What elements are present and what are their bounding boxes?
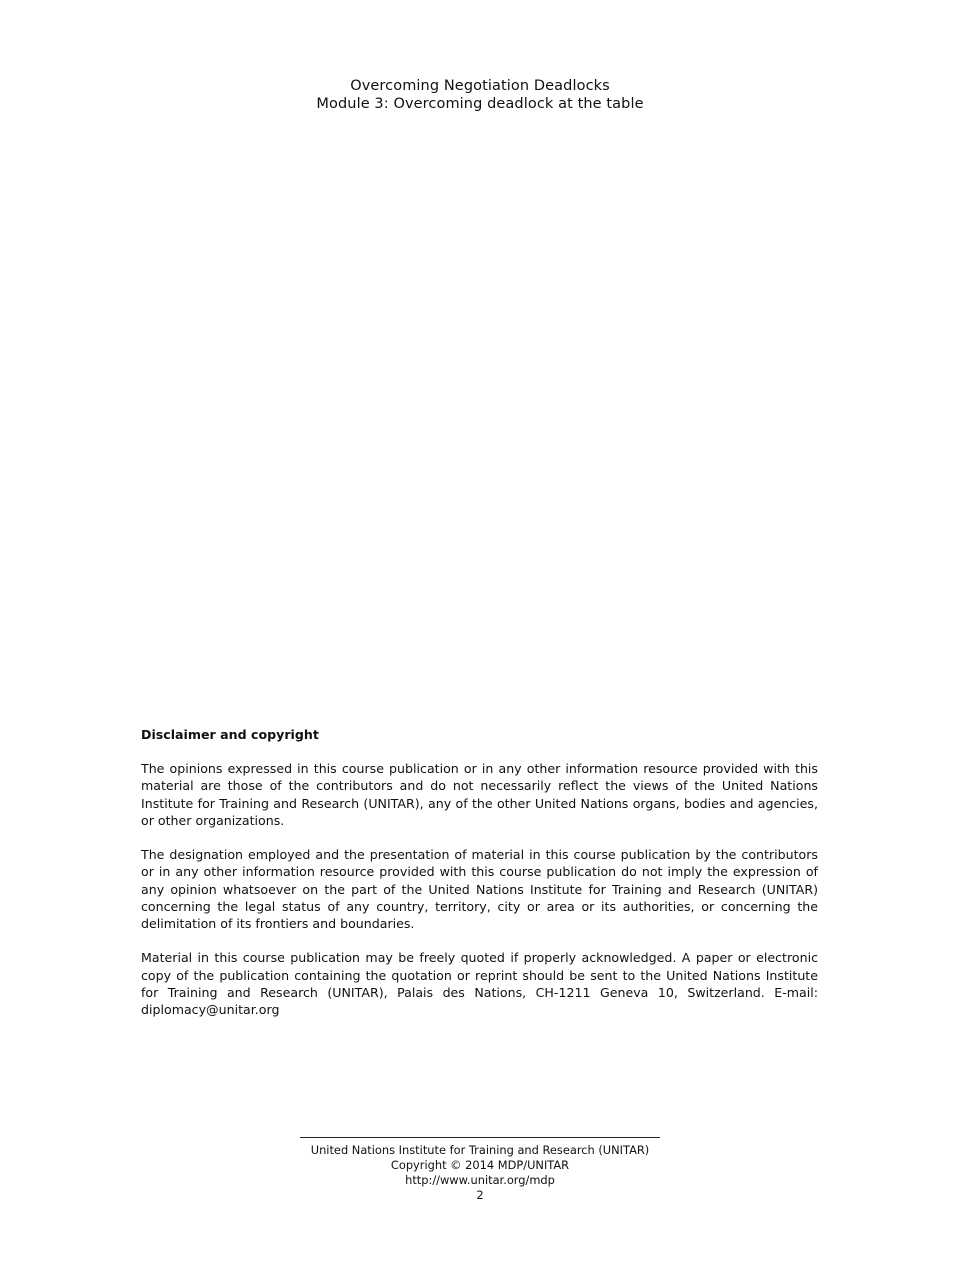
disclaimer-paragraph-opinions: The opinions expressed in this course publication or in any other information resource provided with this material are those of the contributors and do not necessarily reflect the views of the United Nations Institute for Training and Research (UNITAR), any of the other United Nations organs, bodies and agencies, or other organizations. [141,761,818,828]
module-title: Module 3: Overcoming deadlock at the table [316,96,644,112]
disclaimer-paragraph-designation: The designation employed and the presentation of material in this course publication by the contributors or in any other information resource provided with this course publication do not imply the expression of any opinion whatsoever on the part of the United Nations Institute for Training and Research (UNITAR) concerning the legal status of any country, territory, city or area or its authorities, or concerning the delimitation of its frontiers and boundaries. [141,847,818,932]
footer-divider [300,1137,660,1138]
disclaimer-section [141,726,818,1035]
footer-copyright: Copyright © 2014 MDP/UNITAR [390,1158,570,1172]
page-header [0,77,960,113]
disclaimer-heading: Disclaimer and copyright [141,727,319,742]
page-number: 2 [476,1188,484,1202]
footer-organization: United Nations Institute for Training and Research (UNITAR) [310,1143,650,1157]
document-title: Overcoming Negotiation Deadlocks [350,78,610,94]
footer-url: http://www.unitar.org/mdp [405,1173,555,1187]
disclaimer-paragraph-quotation: Material in this course publication may be freely quoted if properly acknowledged. A paper or electronic copy of the publication containing the quotation or reprint should be sent to the United Nations Institute for Training and Research (UNITAR), Palais des Nations, CH-1211 Geneva 10, Switzerland. E-mail: diplomacy@unitar.org [141,950,818,1018]
page-footer [0,1143,960,1203]
